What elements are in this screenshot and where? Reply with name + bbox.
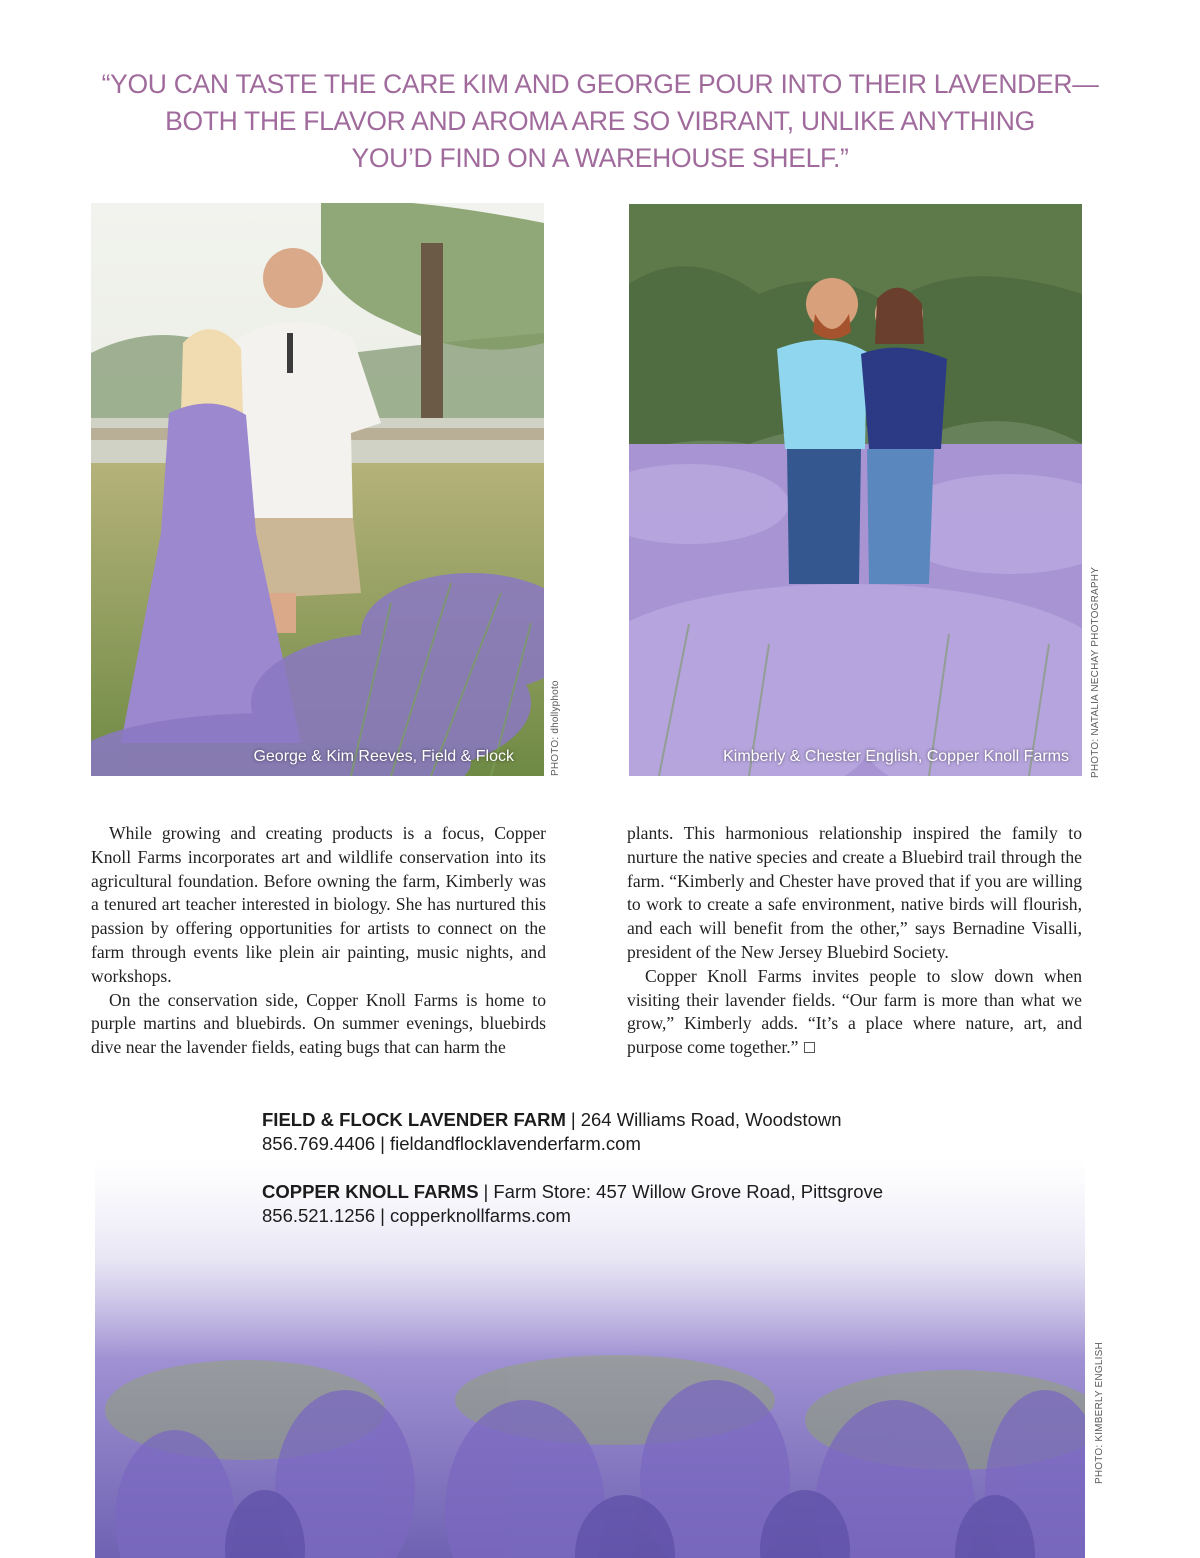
- farm-website-link[interactable]: fieldandflocklavenderfarm.com: [389, 1133, 641, 1154]
- farm-website-link[interactable]: copperknollfarms.com: [389, 1205, 571, 1226]
- separator: |: [483, 1181, 489, 1202]
- pull-quote-line: “YOU CAN TASTE THE CARE KIM AND GEORGE POUR INTO THEIR LAVENDER—: [101, 69, 1099, 99]
- photo-kimberly-chester-english: [629, 204, 1082, 776]
- photo-caption: Kimberly & Chester English, Copper Knoll Farms: [723, 748, 1069, 765]
- separator: |: [380, 1133, 385, 1154]
- article-paragraph: [627, 965, 1082, 1060]
- farm-name: FIELD & FLOCK LAVENDER FARM: [262, 1109, 566, 1130]
- end-mark-icon: [804, 1042, 815, 1053]
- photo-illustration: [91, 203, 544, 776]
- farm-phone[interactable]: 856.521.1256: [262, 1205, 376, 1226]
- separator: |: [380, 1205, 385, 1226]
- article-paragraph: On the conservation side, Copper Knoll Farms is home to purple martins and bluebirds. On summer evenings, bluebirds dive near the lavender fields, eating bugs that can harm the: [91, 989, 546, 1058]
- pull-quote: [100, 66, 1100, 177]
- article-column-left: [91, 822, 546, 1060]
- article-column-right: [627, 822, 1082, 1060]
- photo-george-kim-reeves: [91, 203, 544, 776]
- photo-illustration: [629, 204, 1082, 776]
- photo-credit: PHOTO: dhollyphoto: [550, 680, 561, 776]
- article-paragraph: While growing and creating products is a focus, Copper Knoll Farms incorporates art and wildlife conservation into its agricultural foundation. Before owning the farm, Kimberly was a tenured art teacher interested in biology. She has nurtured this passion by offering opportunities for artists to connect on the farm through events like plein air painting, music nights, and workshops.: [91, 823, 546, 986]
- contact-copper-knoll: [262, 1180, 1022, 1228]
- farm-address: Farm Store: 457 Willow Grove Road, Pittsgrove: [493, 1181, 884, 1202]
- contact-field-and-flock: [262, 1108, 1022, 1156]
- farm-name: COPPER KNOLL FARMS: [262, 1181, 479, 1202]
- farm-address: 264 Williams Road, Woodstown: [580, 1109, 842, 1130]
- photo-credit: PHOTO: KIMBERLY ENGLISH: [1094, 1342, 1105, 1484]
- article-paragraph-text: Copper Knoll Farms invites people to slow down when visiting their lavender fields. “Our farm is more than what we grow,” Kimberly adds. “It’s a place where nature, art, and purpose come together.”: [627, 965, 1082, 1058]
- separator: |: [570, 1109, 576, 1130]
- pull-quote-line: BOTH THE FLAVOR AND AROMA ARE SO VIBRANT, UNLIKE ANYTHING: [165, 106, 1035, 136]
- photo-caption: George & Kim Reeves, Field & Flock: [253, 748, 514, 765]
- photo-credit: PHOTO: NATALIA NECHAY PHOTOGRAPHY: [1090, 566, 1101, 778]
- article-paragraph: plants. This harmonious relationship inspired the family to nurture the native species and create a Bluebird trail through the farm. “Kimberly and Chester have proved that if you are willing to work to create a safe environment, native birds will flourish, and each will benefit from the other,” says Bernadine Visalli, president of the New Jersey Bluebird Society.: [627, 823, 1082, 962]
- farm-contacts: [262, 1108, 1022, 1252]
- pull-quote-line: YOU’D FIND ON A WAREHOUSE SHELF.”: [351, 143, 849, 173]
- farm-phone[interactable]: 856.769.4406: [262, 1133, 376, 1154]
